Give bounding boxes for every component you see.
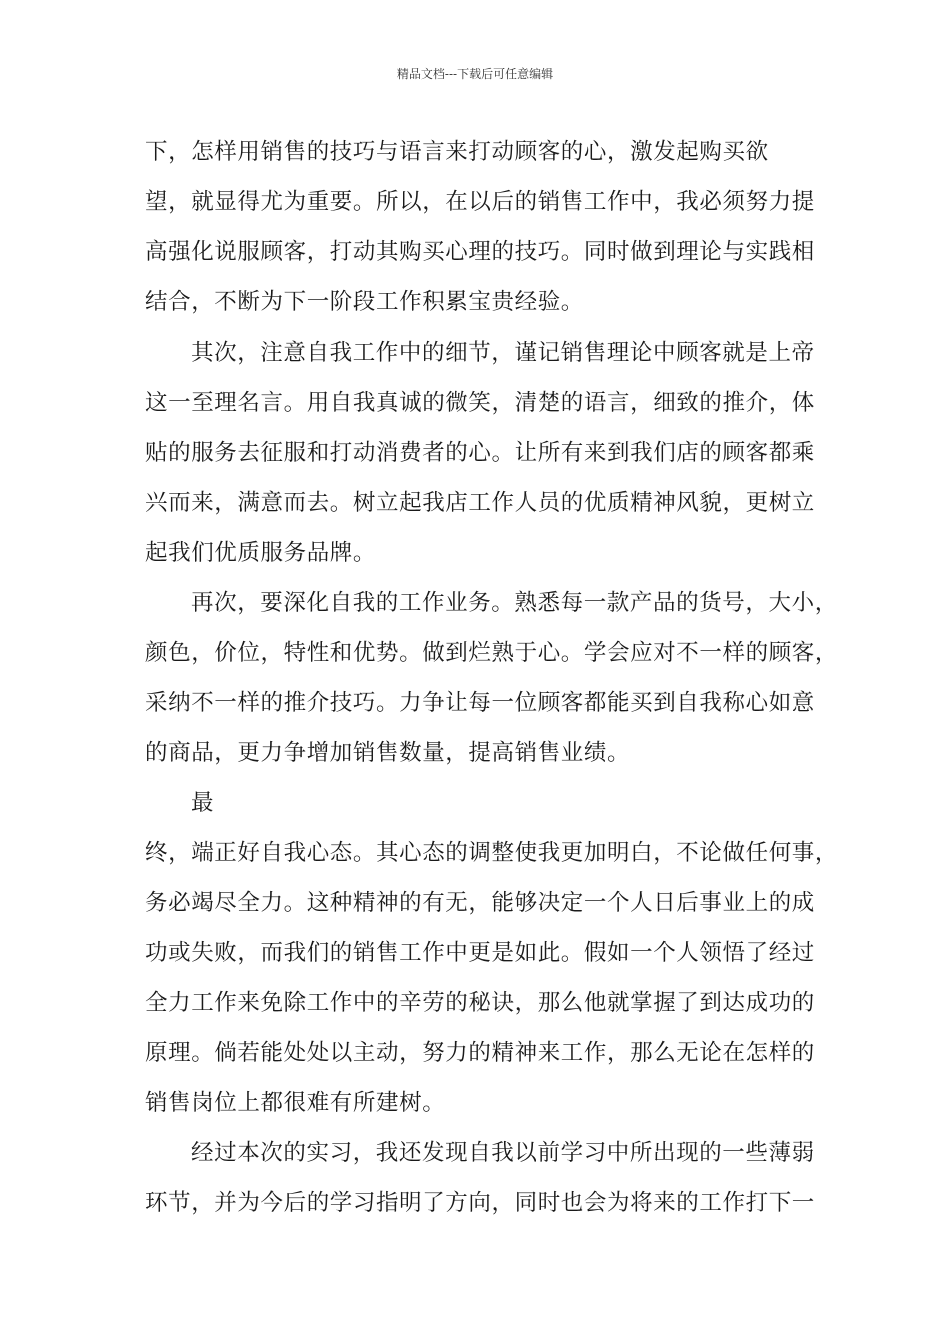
- paragraph-first-line: 其次，注意自我工作中的细节，谨记销售理论中顾客就是上帝: [191, 340, 815, 366]
- text-line: 功或失败，而我们的销售工作中更是如此。假如一个人领悟了经过: [145, 940, 815, 966]
- text-line: 环节，并为今后的学习指明了方向，同时也会为将来的工作打下一: [145, 1190, 815, 1216]
- text-line: 高强化说服顾客，打动其购买心理的技巧。同时做到理论与实践相: [145, 239, 815, 265]
- text-line: 全力工作来免除工作中的辛劳的秘诀，那么他就掌握了到达成功的: [145, 990, 815, 1016]
- text-line: 颜色，价位，特性和优势。做到烂熟于心。学会应对不一样的顾客，: [145, 640, 839, 666]
- text-line: 的商品，更力争增加销售数量，提高销售业绩。: [145, 740, 631, 766]
- text-line: 原理。倘若能处处以主动，努力的精神来工作，那么无论在怎样的: [145, 1040, 815, 1066]
- paragraph-first-line: 经过本次的实习，我还发现自我以前学习中所出现的一些薄弱: [191, 1140, 815, 1166]
- text-line: 务必竭尽全力。这种精神的有无，能够决定一个人日后事业上的成: [145, 890, 815, 916]
- paragraph-first-line: 再次，要深化自我的工作业务。熟悉每一款产品的货号，大小，: [191, 590, 838, 616]
- text-line: 贴的服务去征服和打动消费者的心。让所有来到我们店的顾客都乘: [145, 440, 815, 466]
- text-line: 终，端正好自我心态。其心态的调整使我更加明白，不论做任何事，: [145, 840, 839, 866]
- text-line: 起我们优质服务品牌。: [145, 540, 377, 566]
- text-line: 采纳不一样的推介技巧。力争让每一位顾客都能买到自我称心如意: [145, 690, 815, 716]
- text-line: 兴而来，满意而去。树立起我店工作人员的优质精神风貌，更树立: [145, 490, 815, 516]
- text-line: 销售岗位上都很难有所建树。: [145, 1090, 446, 1116]
- text-line: 结合，不断为下一阶段工作积累宝贵经验。: [145, 289, 584, 315]
- page-header: 精品文档---下载后可任意编辑: [396, 67, 554, 81]
- text-line: 下，怎样用销售的技巧与语言来打动顾客的心，激发起购买欲: [145, 139, 769, 165]
- text-line: 望，就显得尤为重要。所以，在以后的销售工作中，我必须努力提: [145, 189, 815, 215]
- text-line: 这一至理名言。用自我真诚的微笑，清楚的语言，细致的推介，体: [145, 390, 815, 416]
- paragraph-first-line: 最: [191, 790, 215, 816]
